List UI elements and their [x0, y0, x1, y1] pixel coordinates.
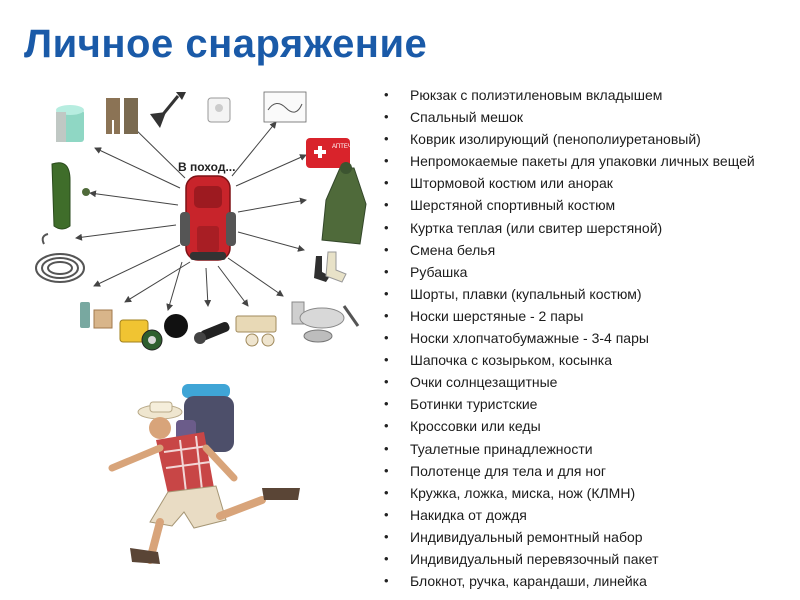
gear-list-item: • Шапочка с козырьком, косынка: [384, 349, 796, 371]
gear-list-item: • Носки хлопчатобумажные - 3-4 пары: [384, 327, 796, 349]
flashlight-icon: [194, 321, 231, 344]
gear-list-item: • Шорты, плавки (купальный костюм): [384, 283, 796, 305]
clothing-icon: [106, 98, 138, 134]
gear-list-item: • Носки шерстяные - 2 пары: [384, 305, 796, 327]
gear-diagram: [0, 0, 380, 600]
cookware-icon: [292, 302, 358, 342]
rope-icon: [36, 234, 84, 282]
backpack-icon: [180, 176, 236, 260]
arrow: [94, 245, 180, 286]
gear-list-item: • Очки солнцезащитные: [384, 371, 796, 393]
arrow: [76, 225, 176, 238]
arrow: [236, 155, 306, 186]
sketch-icon: [264, 92, 306, 122]
gear-list-item: • Непромокаемые пакеты для упаковки личных вещей: [384, 150, 796, 172]
gear-list-item: • Туалетные принадлежности: [384, 438, 796, 460]
gear-list-item: • Полотенце для тела и для ног: [384, 460, 796, 482]
cap-icon: [164, 314, 188, 338]
gear-list-item: • Коврик изолирующий (пенополиуретановый): [384, 128, 796, 150]
sleeping-bag-icon: [52, 163, 90, 229]
gear-list-item: • Куртка теплая (или свитер шерстяной): [384, 217, 796, 239]
compass-icon: [120, 320, 162, 350]
arrow: [95, 148, 180, 188]
gear-list-item: • Индивидуальный ремонтный набор: [384, 526, 796, 548]
toilet-paper-icon: [208, 98, 230, 122]
poncho-icon: [322, 162, 366, 244]
socks-icon: [314, 252, 346, 282]
running-hiker-icon: [112, 384, 300, 564]
sleeping-mat-icon: [56, 105, 84, 142]
gear-list-item: • Накидка от дождя: [384, 504, 796, 526]
gear-list-item: • Блокнот, ручка, карандаши, линейка: [384, 570, 796, 592]
diagram-caption: В поход...: [178, 160, 236, 174]
first-aid-label: АПТЕЧКА: [332, 144, 360, 150]
arrow: [232, 122, 276, 176]
arrow: [206, 268, 208, 306]
gear-list-item: • Смена белья: [384, 239, 796, 261]
gear-list-item: • Спальный мешок: [384, 106, 796, 128]
bottles-icon: [80, 302, 112, 328]
shovel-icon: [150, 92, 186, 128]
gear-list-item: • Кружка, ложка, миска, нож (КЛМН): [384, 482, 796, 504]
gear-list-item: • Рюкзак с полиэтиленовым вкладышем: [384, 84, 796, 106]
gear-list-item: • Шерстяной спортивный костюм: [384, 194, 796, 216]
arrow: [238, 232, 304, 250]
soap-icon: [236, 316, 276, 346]
gear-list-item: • Кроссовки или кеды: [384, 415, 796, 437]
gear-list-item: • Штормовой костюм или анорак: [384, 172, 796, 194]
slide-title: Личное снаряжение: [24, 22, 428, 66]
gear-list-item: • Ботинки туристские: [384, 393, 796, 415]
arrow: [90, 193, 178, 205]
arrow: [168, 262, 182, 310]
gear-list-item: • Рубашка: [384, 261, 796, 283]
gear-list-item: • Индивидуальный перевязочный пакет: [384, 548, 796, 570]
first-aid-kit-icon: [306, 138, 359, 168]
arrow: [218, 266, 248, 306]
gear-list: [384, 84, 796, 592]
arrow: [238, 200, 306, 212]
